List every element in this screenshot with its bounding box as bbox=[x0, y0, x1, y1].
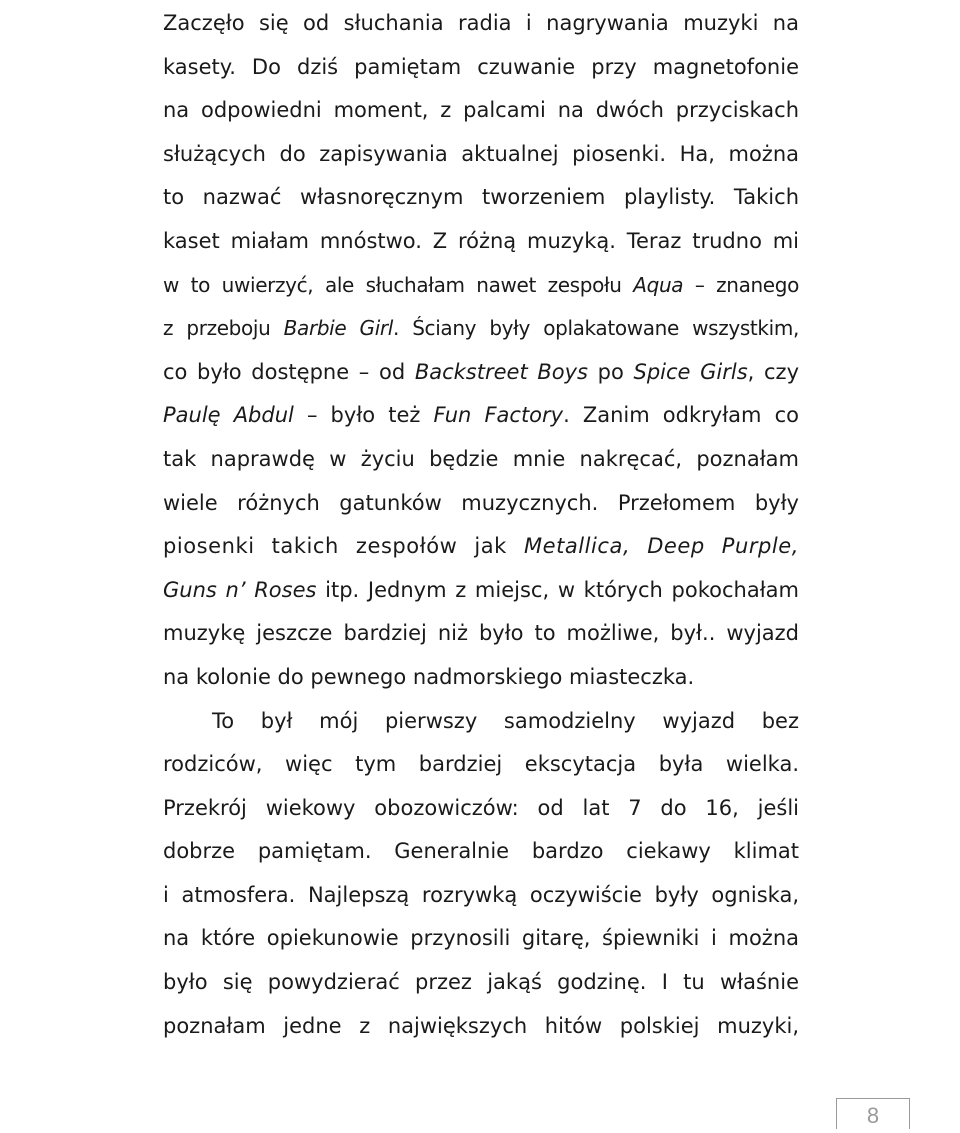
text-run: to nazwać własnoręcznym tworzeniem playlisty. Takich bbox=[163, 185, 799, 210]
text-run: na odpowiedni moment, z palcami na dwóch przyciskach bbox=[163, 98, 799, 123]
text-line bbox=[163, 264, 799, 308]
italic-title: Fun Factory bbox=[433, 403, 564, 428]
text-run: piosenki takich zespołów jak bbox=[163, 534, 524, 559]
text-line bbox=[163, 917, 799, 961]
text-run: , czy bbox=[747, 359, 799, 384]
text-line bbox=[163, 961, 799, 1005]
text-run: Teraz trudno mi bbox=[615, 228, 799, 253]
text-run: – znanego bbox=[683, 272, 799, 297]
text-run: kaset miałam mnóstwo. Z różną muzyką. bbox=[163, 228, 616, 253]
text-run: służących do zapisywania aktualnej piosenki. Ha, można bbox=[163, 141, 799, 166]
text-run: . Ściany były oplakatowane wszystkim, bbox=[392, 316, 799, 341]
text-line bbox=[163, 89, 799, 133]
italic-title: Spice Girls bbox=[633, 359, 748, 384]
text-line bbox=[163, 394, 799, 438]
text-line bbox=[163, 525, 799, 569]
italic-title: Metallica, Deep Purple, bbox=[523, 534, 799, 559]
italic-title: Backstreet Boys bbox=[414, 359, 588, 384]
text-line bbox=[163, 2, 799, 46]
text-run: itp. Jednym z miejsc, w których pokochałam bbox=[316, 577, 799, 602]
text-run: dobrze pamiętam. Generalnie bardzo ciekawy klimat bbox=[163, 839, 799, 864]
italic-title: Guns n’ Roses bbox=[163, 577, 317, 602]
italic-title: Aqua bbox=[633, 272, 684, 297]
text-line bbox=[163, 438, 799, 482]
text-line bbox=[163, 220, 799, 264]
text-run: było się powydzierać przez jakąś godzinę. I tu właśnie bbox=[163, 970, 799, 995]
text-run: tak naprawdę w życiu będzie mnie nakręcać, poznałam bbox=[163, 446, 799, 471]
text-run: To był mój pierwszy samodzielny wyjazd bez bbox=[212, 708, 799, 733]
text-run: kasety. Do dziś pamiętam czuwanie przy magnetofonie bbox=[163, 54, 799, 79]
text-line bbox=[163, 874, 799, 918]
text-run: w to uwierzyć, ale słuchałam nawet zespołu bbox=[163, 272, 634, 297]
text-run: Zaczęło się od słuchania radia i nagrywania muzyki na bbox=[163, 11, 799, 35]
text-run: . Zanim odkryłam co bbox=[563, 403, 799, 428]
text-line bbox=[163, 482, 799, 526]
text-run: muzykę jeszcze bardziej niż było to możliwe, był.. wyjazd bbox=[163, 621, 799, 646]
text-run: na kolonie do pewnego nadmorskiego miasteczka. bbox=[163, 664, 695, 689]
text-line bbox=[163, 830, 799, 874]
text-run: Przekrój wiekowy obozowiczów: od lat 7 do 16, jeśli bbox=[163, 795, 799, 820]
text-line bbox=[163, 351, 799, 395]
text-run: na które opiekunowie przynosili gitarę, śpiewniki i można bbox=[163, 926, 799, 951]
page-number-box bbox=[836, 1098, 910, 1129]
text-run: wiele różnych gatunków muzycznych. Przełomem były bbox=[163, 490, 799, 515]
text-line bbox=[163, 743, 799, 787]
text-line bbox=[163, 133, 799, 177]
text-line bbox=[163, 569, 799, 613]
text-line bbox=[163, 787, 799, 831]
text-line bbox=[163, 656, 799, 700]
text-run: i atmosfera. Najlepszą rozrywką oczywiście były ogniska, bbox=[163, 882, 799, 907]
text-run: z przeboju bbox=[163, 316, 284, 341]
page-number: 8 bbox=[866, 1103, 880, 1128]
italic-title: Paulę Abdul bbox=[163, 403, 294, 428]
text-line bbox=[163, 46, 799, 90]
text-line bbox=[163, 307, 799, 351]
text-run: poznałam jedne z największych hitów polskiej muzyki, bbox=[163, 1013, 799, 1038]
text-run: co było dostępne – od bbox=[163, 359, 415, 384]
body-text bbox=[163, 2, 799, 1048]
italic-title: Barbie Girl bbox=[283, 316, 393, 341]
text-line bbox=[163, 176, 799, 220]
text-line bbox=[163, 700, 799, 744]
text-run: rodziców, więc tym bardziej ekscytacja była wielka. bbox=[163, 752, 799, 777]
text-run: po bbox=[587, 359, 634, 384]
text-line bbox=[163, 612, 799, 656]
text-run: – było też bbox=[293, 403, 434, 428]
text-line bbox=[163, 1005, 799, 1049]
